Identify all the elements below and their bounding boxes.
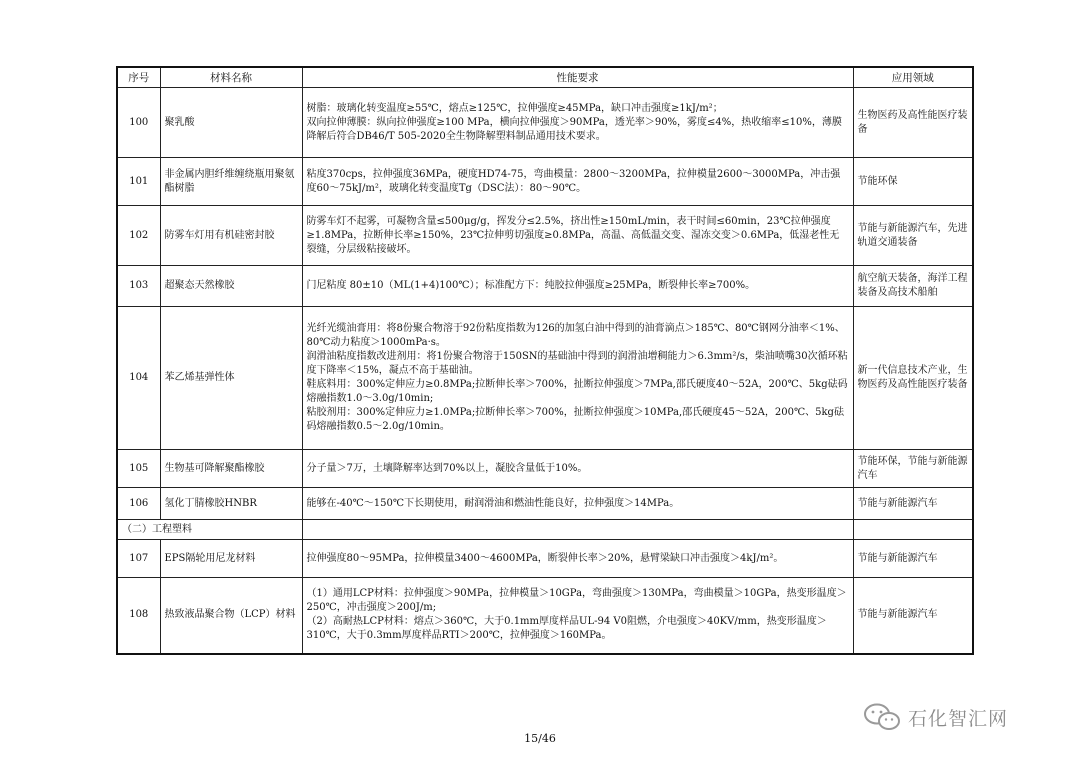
table-row (117, 307, 973, 450)
row-application: 节能与新能源汽车 (853, 540, 973, 578)
requirement-line: 粘胶剂用：300%定伸应力≥1.0MPa;拉断伸长率＞700%，扯断拉伸强度＞10MPa,邵氏硬度45～52A，200℃、5kg砝码熔融指数0.5～2.0g/10min。 (306, 407, 844, 432)
row-material-name: 苯乙烯基弹性体 (160, 307, 302, 450)
requirement-line: 润滑油粘度指数改进剂用：将1份聚合物溶于150SN的基础油中得到的润滑油增稠能力＞6.3mm²/s，柴油喷嘴30次循环粘度下降率＜15%，凝点不高于基础油。 (306, 351, 848, 376)
requirement-line: 门尼粘度 80±10（ML(1+4)100℃）；标准配方下：纯胶拉伸强度≥25MPa，断裂伸长率≥700%。 (306, 280, 756, 291)
row-application: 生物医药及高性能医疗装备 (853, 88, 973, 158)
requirement-line: 树脂：玻璃化转变温度≥55℃，熔点≥125℃，拉伸强度≥45MPa，缺口冲击强度≥1kJ/m²； (306, 102, 723, 114)
requirement-line: 双向拉伸薄膜：纵向拉伸强度≥100 MPa，横向拉伸强度＞90MPa，透光率＞90%，雾度≤4%，热收缩率≤10%，薄膜降解后符合DB46/T 505-2020全生物降解塑料制品通用技术要求。 (306, 116, 842, 142)
table-row (117, 488, 973, 520)
row-application: 节能与新能源汽车，先进轨道交通装备 (853, 206, 973, 266)
table-row (117, 158, 973, 206)
row-requirements (302, 578, 853, 654)
row-no: 105 (117, 450, 160, 488)
row-no: 107 (117, 540, 160, 578)
section-heading: （二）工程塑料 (117, 520, 302, 540)
table-row (117, 578, 973, 654)
spec-table-container (116, 66, 972, 655)
row-no: 103 (117, 266, 160, 307)
page-number: 15/46 (524, 732, 556, 745)
row-requirements (302, 158, 853, 206)
row-requirements (302, 307, 853, 450)
brand-name: 石化智汇网 (908, 707, 1009, 730)
table-row (117, 266, 973, 307)
row-requirements (302, 88, 853, 158)
row-application: 节能与新能源汽车 (853, 488, 973, 520)
row-no: 100 (117, 88, 160, 158)
header-name: 材料名称 (160, 67, 302, 88)
spec-table (116, 66, 974, 655)
row-no: 101 (117, 158, 160, 206)
table-row (117, 88, 973, 158)
row-application: 新一代信息技术产业，生物医药及高性能医疗装备 (853, 307, 973, 450)
requirement-line: 鞋底料用：300%定伸应力≥0.8MPa;拉断伸长率＞700%，扯断拉伸强度＞7MPa,邵氏硬度40～52A，200℃、5kg砝码熔融指数1.0～3.0g/10min; (306, 379, 848, 404)
table-row (117, 450, 973, 488)
requirement-line: 防雾车灯不起雾，可凝物含量≤500μg/g，挥发分≤2.5%，挤出性≥150mL/min，表干时间≤60min，23℃拉伸强度≥1.8MPa，拉断伸长率≥150%，23℃拉伸剪切强度≥0.8MPa，高温、高低温交变、湿冻交变＞0.6MPa，低湿老性无裂缝，分层级粘接破坏。 (306, 215, 840, 255)
header-no: 序号 (117, 67, 160, 88)
row-material-name: 生物基可降解聚酯橡胶 (160, 450, 302, 488)
requirement-line: （1）通用LCP材料：拉伸强度＞90MPa，拉伸模量＞10GPa，弯曲强度＞130MPa，弯曲模量＞10GPa，热变形温度＞250℃，冲击强度＞200J/m; (306, 588, 847, 614)
header-requirements: 性能要求 (302, 67, 853, 88)
row-application: 节能环保，节能与新能源汽车 (853, 450, 973, 488)
requirement-line: 分子量＞7万，土壤降解率达到70%以上，凝胶含量低于10%。 (306, 462, 588, 474)
table-row (117, 206, 973, 266)
requirement-line: 拉伸强度80～95MPa，拉伸模量3400～4600MPa，断裂伸长率＞20%，悬臂梁缺口冲击强度＞4kJ/m²。 (306, 552, 784, 564)
row-material-name: 热致液晶聚合物（LCP）材料 (160, 578, 302, 654)
section-empty-cell (853, 520, 973, 540)
section-empty-cell (302, 520, 853, 540)
wechat-logo-icon (862, 702, 902, 732)
table-row (117, 540, 973, 578)
row-material-name: 非金属内胆纤维缠绕瓶用聚氨酯树脂 (160, 158, 302, 206)
requirement-line: 粘度370cps，拉伸强度36MPa，硬度HD74-75，弯曲模量：2800～3200MPa，拉伸模量2600～3000MPa，冲击强度60～75kJ/m²，玻璃化转变温度Tg（DSC法）：80～90℃。 (306, 168, 841, 194)
requirement-line: （2）高耐热LCP材料：熔点＞360℃，大于0.1mm厚度样品UL-94 V0阻燃，介电强度＞40KV/mm，热变形温度＞310℃，大于0.3mm厚度样品RTI＞200℃，拉伸强度＞160MPa。 (306, 616, 827, 642)
row-material-name: 超聚态天然橡胶 (160, 266, 302, 307)
row-no: 104 (117, 307, 160, 450)
row-no: 108 (117, 578, 160, 654)
row-material-name: 聚乳酸 (160, 88, 302, 158)
row-requirements (302, 488, 853, 520)
row-no: 106 (117, 488, 160, 520)
requirement-line: 能够在-40℃～150℃下长期使用，耐润滑油和燃油性能良好，拉伸强度＞14MPa。 (306, 497, 680, 509)
section-row (117, 520, 973, 540)
row-requirements (302, 266, 853, 307)
row-application: 节能环保 (853, 158, 973, 206)
row-no: 102 (117, 206, 160, 266)
row-material-name: 防雾车灯用有机硅密封胶 (160, 206, 302, 266)
row-requirements (302, 540, 853, 578)
row-requirements (302, 206, 853, 266)
row-application: 节能与新能源汽车 (853, 578, 973, 654)
header-application: 应用领域 (853, 67, 973, 88)
row-material-name: EPS隔轮用尼龙材料 (160, 540, 302, 578)
row-material-name: 氢化丁腈橡胶HNBR (160, 488, 302, 520)
watermark-brand (862, 702, 1008, 732)
table-header-row (117, 67, 973, 88)
row-requirements (302, 450, 853, 488)
row-application: 航空航天装备，海洋工程装备及高技术船舶 (853, 266, 973, 307)
requirement-line: 光纤光缆油膏用：将8份聚合物溶于92份粘度指数为126的加氢白油中得到的油膏滴点＞185℃、80℃钢网分油率＜1%、80℃动力粘度＞1000mPa·s。 (306, 323, 845, 348)
